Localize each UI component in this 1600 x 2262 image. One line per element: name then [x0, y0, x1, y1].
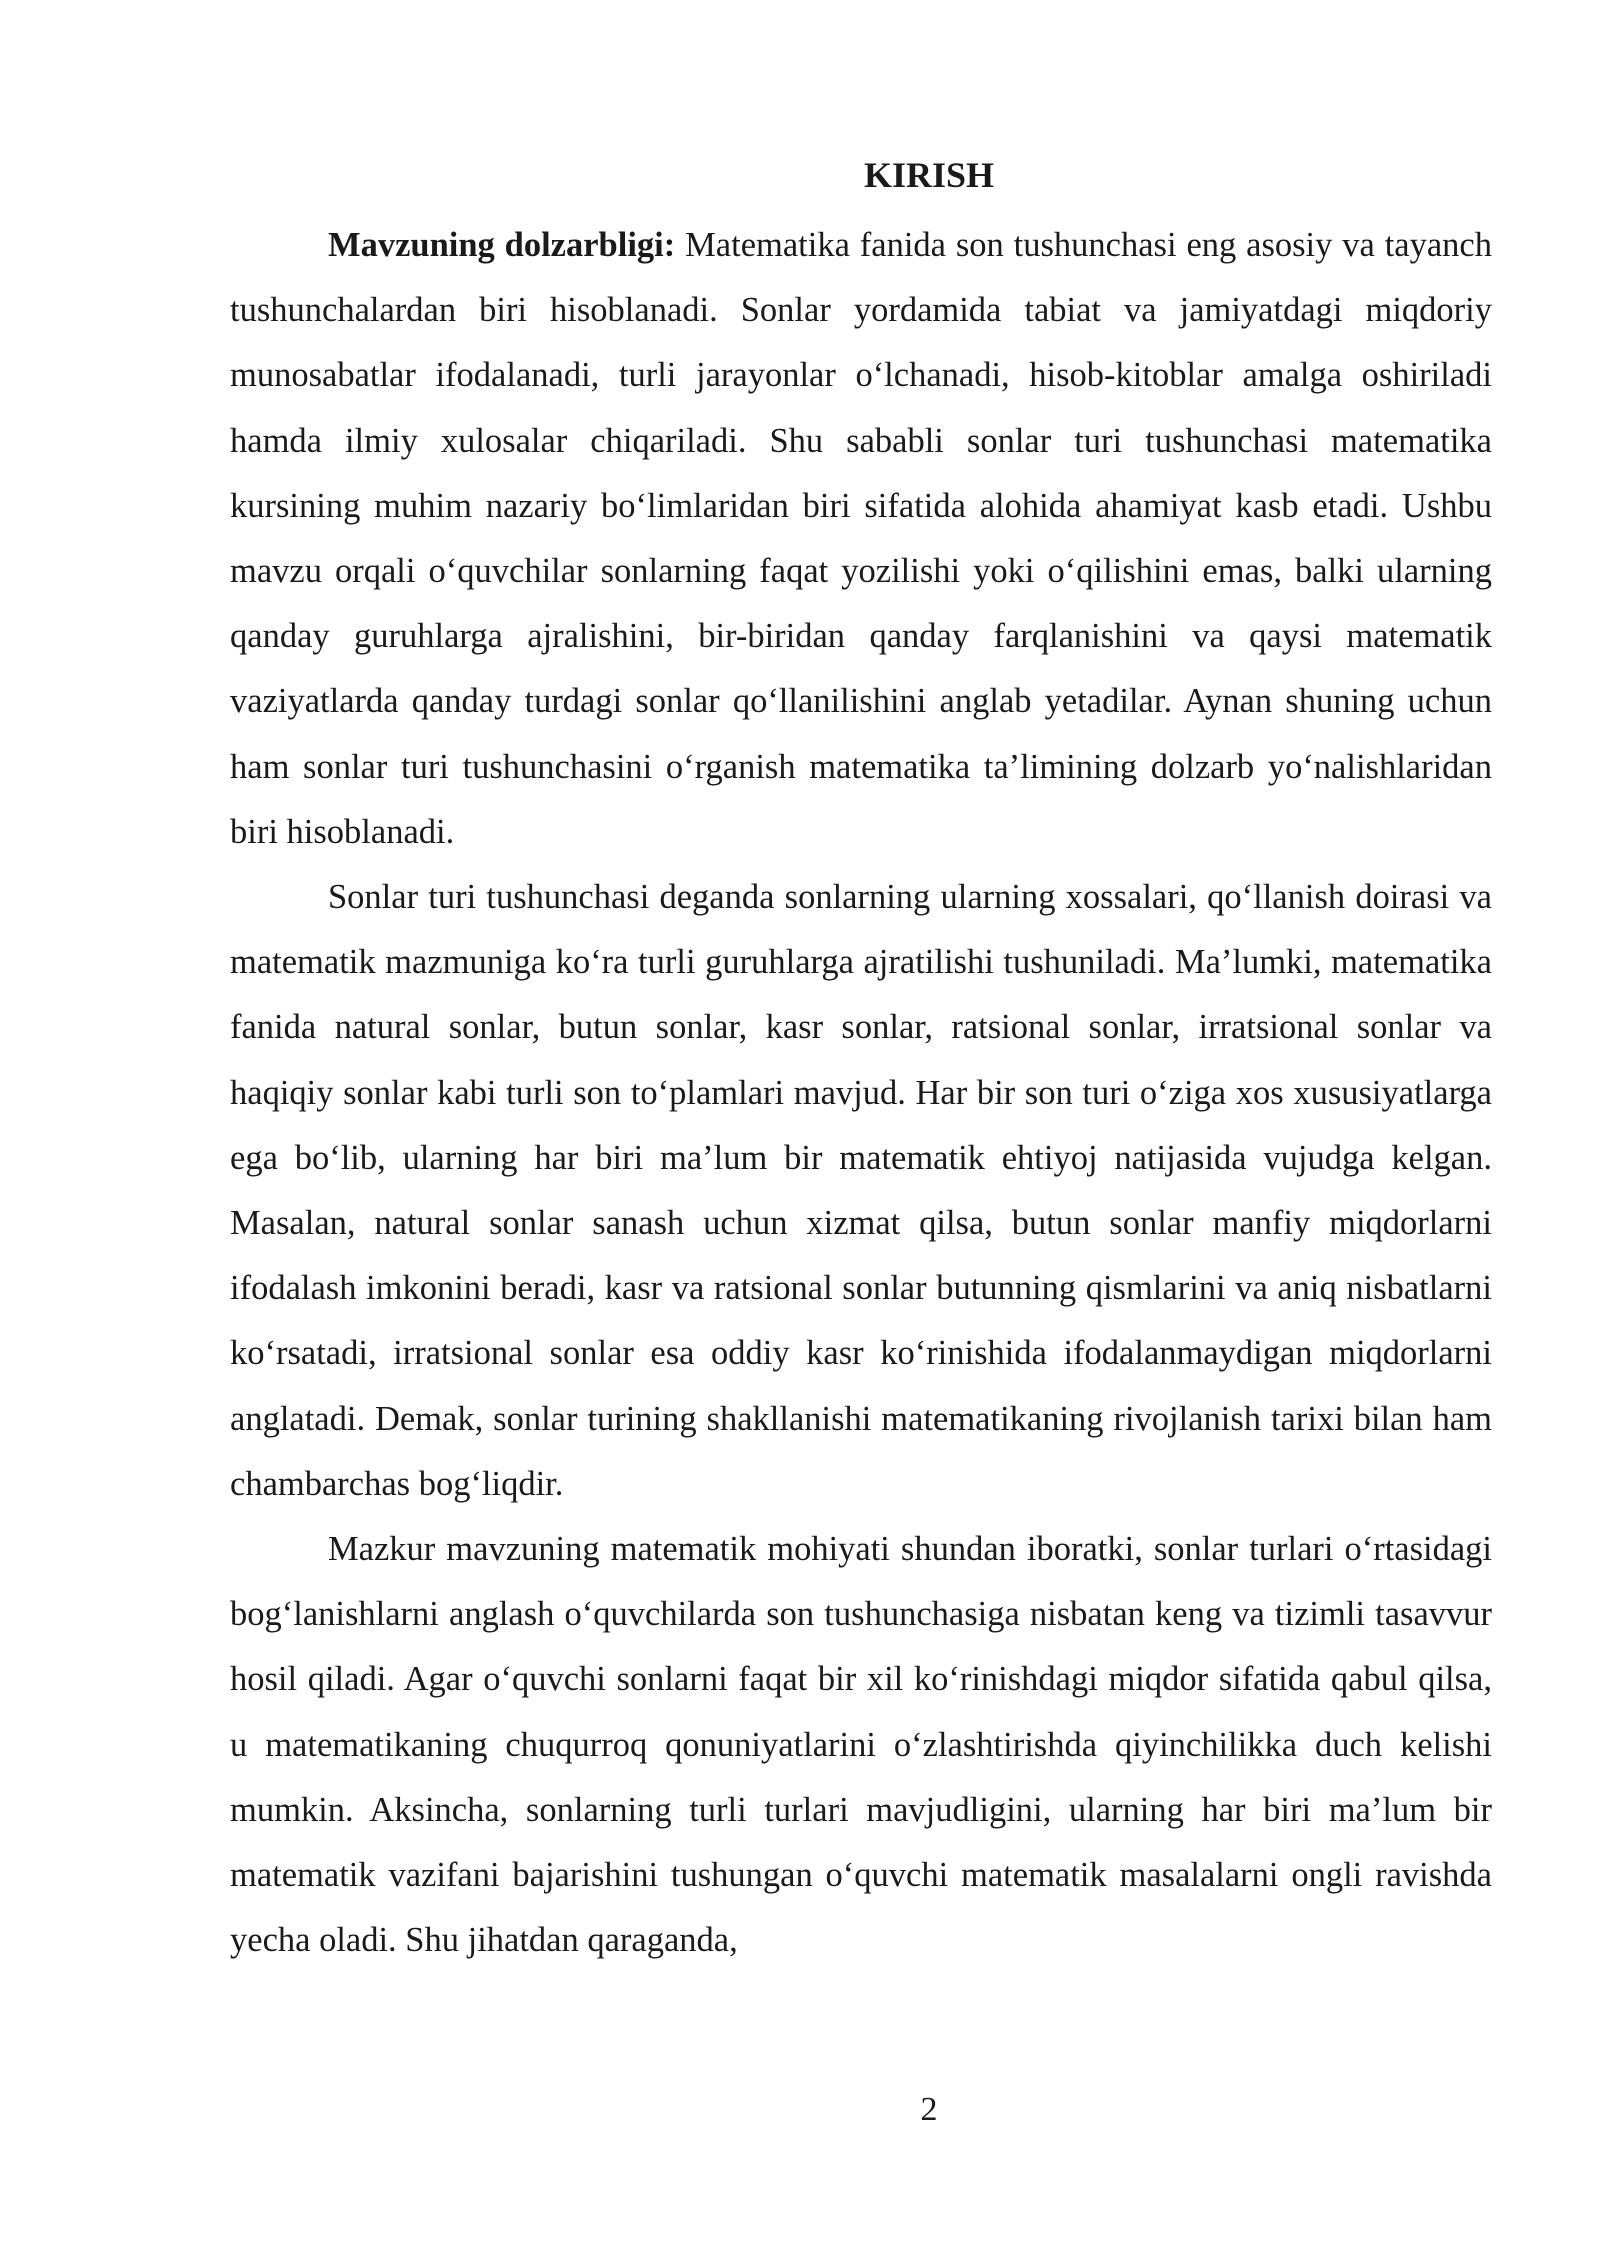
page-title: KIRISH — [863, 155, 995, 195]
page-number: 2 — [920, 2091, 938, 2128]
document-page — [230, 0, 1492, 2262]
paragraph-number-types — [230, 865, 1492, 1517]
paragraph-relevance — [230, 213, 1492, 865]
body-text — [230, 213, 1492, 1973]
paragraph-text: Mazkur mavzuning matematik mohiyati shundan iboratki, sonlar turlari o‘rtasidagi bog‘lanishlarni anglash o‘quvchilarda son tushunchasiga nisbatan keng va tizimli tasavvur hosil qiladi. Agar o‘quvchi sonlarni faqat bir xil ko‘rinishdagi miqdor sifatida qabul qilsa, u matematikaning chuqurroq qonuniyatlarini o‘zlashtirishda qiyinchilikka duch kelishi mumkin. Aksincha, sonlarning turli turlari mavjudligini, ularning har biri ma’lum bir matematik vazifani bajarishini tushungan o‘quvchi matematik masalalarni ongli ravishda yecha oladi. Shu jihatdan qaraganda, — [230, 1530, 1492, 1960]
paragraph-lead: Mavzuning dolzarbligi: — [328, 226, 676, 264]
paragraph-essence — [230, 1517, 1492, 1973]
paragraph-text: Sonlar turi tushunchasi deganda sonlarning ularning xossalari, qo‘llanish doirasi va matematik mazmuniga ko‘ra turli guruhlarga ajratilishi tushuniladi. Ma’lumki, matematika fanida natural sonlar, butun sonlar, kasr sonlar, ratsional sonlar, irratsional sonlar va haqiqiy sonlar kabi turli son to‘plamlari mavjud. Har bir son turi o‘ziga xos xususiyatlarga ega bo‘lib, ularning har biri ma’lum bir matematik ehtiyoj natijasida vujudga kelgan. Masalan, natural sonlar sanash uchun xizmat qilsa, butun sonlar manfiy miqdorlarni ifodalash imkonini beradi, kasr va ratsional sonlar butunning qismlarini va aniq nisbatlarni ko‘rsatadi, irratsional sonlar esa oddiy kasr ko‘rinishida ifodalanmaydigan miqdorlarni anglatadi. Demak, sonlar turining shakllanishi matematikaning rivojlanish tarixi bilan ham chambarchas bog‘liqdir. — [230, 878, 1492, 1503]
paragraph-text: Matematika fanida son tushunchasi eng asosiy va tayanch tushunchalardan biri hisoblanadi. Sonlar yordamida tabiat va jamiyatdagi miqdoriy munosabatlar ifodalanadi, turli jarayonlar o‘lchanadi, hisob-kitoblar amalga oshiriladi hamda ilmiy xulosalar chiqariladi. Shu sababli sonlar turi tushunchasi matematika kursining muhim nazariy bo‘limlaridan biri sifatida alohida ahamiyat kasb etadi. Ushbu mavzu orqali o‘quvchilar sonlarning faqat yozilishi yoki o‘qilishini emas, balki ularning qanday guruhlarga ajralishini, bir-biridan qanday farqlanishini va qaysi matematik vaziyatlarda qanday turdagi sonlar qo‘llanilishini anglab yetadilar. Aynan shuning uchun ham sonlar turi tushunchasini o‘rganish matematika ta’limining dolzarb yo‘nalishlaridan biri hisoblanadi. — [230, 226, 1492, 851]
